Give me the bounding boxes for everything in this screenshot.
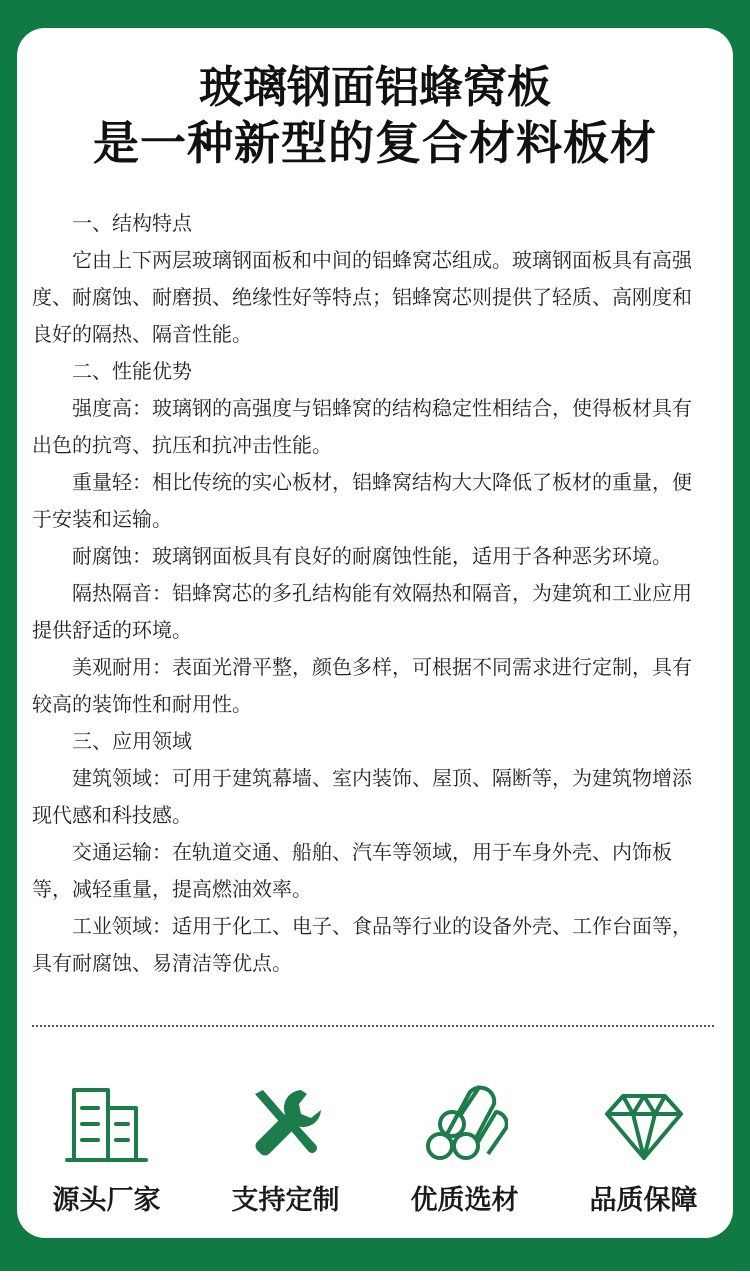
building-icon (64, 1082, 150, 1166)
feature-label-custom: 支持定制 (231, 1185, 340, 1216)
paragraph-strength: 强度高：玻璃钢的高强度与铝蜂窝的结构稳定性相结合，使得板材具有出色的抗弯、抗压和抗冲击性能。 (32, 396, 692, 457)
paragraph-corrosion: 耐腐蚀：玻璃钢面板具有良好的耐腐蚀性能，适用于各种恶劣环境。 (72, 544, 672, 568)
diamond-icon (601, 1082, 687, 1166)
paragraph-weight: 重量轻：相比传统的实心板材，铝蜂窝结构大大降低了板材的重量，便于安装和运输。 (32, 470, 692, 531)
tools-icon (243, 1082, 329, 1166)
feature-quality (554, 1082, 733, 1222)
feature-material (375, 1082, 554, 1222)
section-heading-advantages: 二、性能优势 (72, 359, 192, 383)
paragraph-transport: 交通运输：在轨道交通、船舶、汽车等领域，用于车身外壳、内饰板等，减轻重量，提高燃油效率。 (32, 840, 672, 901)
paragraph-appearance: 美观耐用：表面光滑平整，颜色多样，可根据不同需求进行定制，具有较高的装饰性和耐用性。 (32, 655, 692, 716)
bottom-strip (0, 1271, 750, 1283)
paragraph-construction: 建筑领域：可用于建筑幕墙、室内装饰、屋顶、隔断等，为建筑物增添现代感和科技感。 (32, 766, 692, 827)
page-title (0, 62, 750, 172)
feature-label-quality: 品质保障 (589, 1185, 698, 1216)
article-body (32, 205, 708, 982)
dotted-divider (32, 1025, 714, 1027)
feature-label-material: 优质选材 (410, 1185, 519, 1216)
paragraph-industry: 工业领域：适用于化工、电子、食品等行业的设备外壳、工作台面等，具有耐腐蚀、易清洁等优点。 (32, 914, 692, 975)
section-heading-applications: 三、应用领域 (72, 729, 192, 753)
paragraph-structure: 它由上下两层玻璃钢面板和中间的铝蜂窝芯组成。玻璃钢面板具有高强度、耐腐蚀、耐磨损、绝缘性好等特点；铝蜂窝芯则提供了轻质、高刚度和良好的隔热、隔音性能。 (32, 248, 692, 346)
feature-row (17, 1082, 733, 1222)
title-line-1: 玻璃钢面铝蜂窝板 (199, 62, 551, 113)
title-line-2: 是一种新型的复合材料板材 (93, 116, 657, 170)
feature-label-factory: 源头厂家 (52, 1185, 161, 1216)
section-heading-structure: 一、结构特点 (72, 211, 192, 235)
pipes-icon (422, 1082, 508, 1166)
feature-factory (17, 1082, 196, 1222)
paragraph-insulation: 隔热隔音：铝蜂窝芯的多孔结构能有效隔热和隔音，为建筑和工业应用提供舒适的环境。 (32, 581, 692, 642)
feature-custom (196, 1082, 375, 1222)
